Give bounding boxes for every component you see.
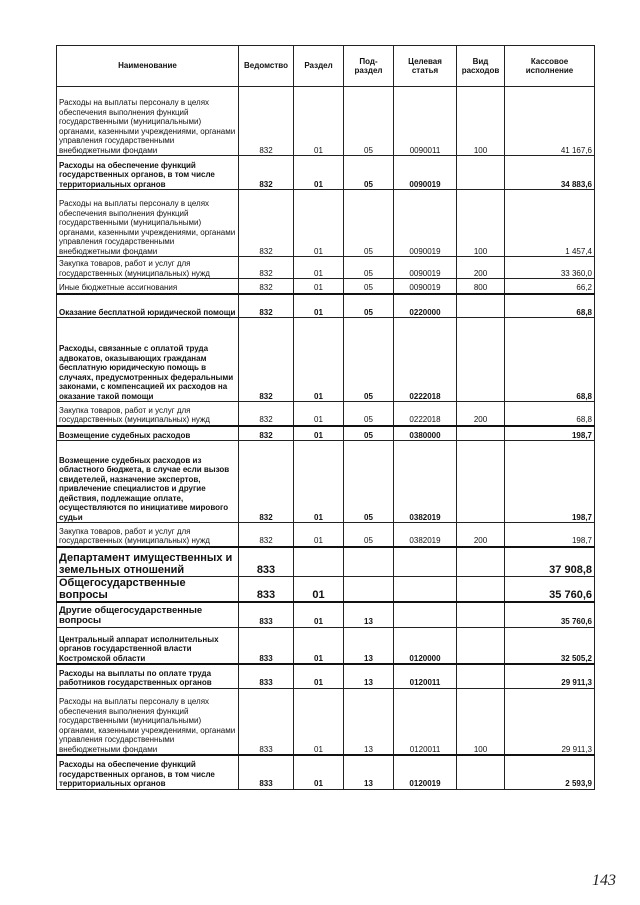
row-vedomstvo: 832 <box>239 441 294 523</box>
row-celevaya: 0220000 <box>394 294 457 318</box>
row-name: Расходы на обеспечение функций государственных органов, в том числе территориальных органов <box>57 156 239 190</box>
row-name: Расходы на выплаты персоналу в целях обеспечения выполнения функций государственными (муниципальными) органами, казенными учреждениями, органами управления государственными внебюджетными фондами <box>57 688 239 755</box>
row-vid <box>457 441 505 523</box>
row-name: Оказание бесплатной юридической помощи <box>57 294 239 318</box>
row-name: Закупка товаров, работ и услуг для государственных (муниципальных) нужд <box>57 402 239 426</box>
row-sum: 198,7 <box>505 523 595 547</box>
row-sum: 1 457,4 <box>505 190 595 257</box>
row-vid: 200 <box>457 402 505 426</box>
row-podrazdel: 13 <box>344 688 394 755</box>
row-celevaya: 0090011 <box>394 87 457 156</box>
row-razdel: 01 <box>294 441 344 523</box>
row-name: Расходы на выплаты по оплате труда работников государственных органов <box>57 664 239 688</box>
row-razdel: 01 <box>294 156 344 190</box>
row-name: Центральный аппарат исполнительных органов государственной власти Костромской области <box>57 627 239 664</box>
row-celevaya: 0120000 <box>394 627 457 664</box>
row-vedomstvo: 832 <box>239 523 294 547</box>
row-celevaya: 0120011 <box>394 664 457 688</box>
row-vedomstvo: 832 <box>239 190 294 257</box>
row-celevaya <box>394 547 457 577</box>
row-name: Иные бюджетные ассигнования <box>57 279 239 294</box>
row-razdel: 01 <box>294 755 344 789</box>
row-razdel: 01 <box>294 279 344 294</box>
row-vid: 200 <box>457 523 505 547</box>
table-row <box>57 318 595 402</box>
row-sum: 35 760,6 <box>505 577 595 603</box>
row-podrazdel: 05 <box>344 190 394 257</box>
row-podrazdel: 05 <box>344 318 394 402</box>
row-vid: 100 <box>457 190 505 257</box>
table-header-row <box>57 46 595 87</box>
row-vedomstvo: 832 <box>239 318 294 402</box>
row-vid: 100 <box>457 688 505 755</box>
row-vedomstvo: 832 <box>239 87 294 156</box>
row-celevaya <box>394 602 457 627</box>
row-podrazdel: 13 <box>344 664 394 688</box>
row-sum: 29 911,3 <box>505 688 595 755</box>
row-celevaya: 0382019 <box>394 523 457 547</box>
row-vid <box>457 294 505 318</box>
row-name: Возмещение судебных расходов из областного бюджета, в случае если вызов свидетелей, назначение экспертов, привлечение специалистов и другие действия, подлежащие оплате, осуществляются по инициативе мирового судьи <box>57 441 239 523</box>
row-sum: 66,2 <box>505 279 595 294</box>
row-name: Департамент имущественных и земельных отношений <box>57 547 239 577</box>
row-vedomstvo: 832 <box>239 257 294 279</box>
table-row <box>57 602 595 627</box>
row-sum: 198,7 <box>505 426 595 441</box>
header-vid: Вид расходов <box>457 46 505 87</box>
row-celevaya: 0090019 <box>394 279 457 294</box>
row-vedomstvo: 833 <box>239 664 294 688</box>
row-razdel: 01 <box>294 627 344 664</box>
row-podrazdel: 05 <box>344 257 394 279</box>
row-celevaya: 0380000 <box>394 426 457 441</box>
table-row <box>57 156 595 190</box>
table-row <box>57 577 595 603</box>
row-podrazdel: 13 <box>344 755 394 789</box>
row-razdel: 01 <box>294 87 344 156</box>
row-razdel: 01 <box>294 257 344 279</box>
row-name: Закупка товаров, работ и услуг для государственных (муниципальных) нужд <box>57 257 239 279</box>
table-row <box>57 190 595 257</box>
row-vid <box>457 627 505 664</box>
row-podrazdel <box>344 577 394 603</box>
row-name: Расходы на обеспечение функций государственных органов, в том числе территориальных органов <box>57 755 239 789</box>
row-vedomstvo: 832 <box>239 156 294 190</box>
row-name: Расходы, связанные с оплатой труда адвокатов, оказывающих гражданам бесплатную юридическую помощь в случаях, предусмотренных федеральными законами, с компенсацией их расходов на оказание такой помощи <box>57 318 239 402</box>
row-razdel: 01 <box>294 664 344 688</box>
row-razdel: 01 <box>294 190 344 257</box>
header-kassovoe: Кассовое исполнение <box>505 46 595 87</box>
table-row <box>57 279 595 294</box>
budget-table <box>56 45 595 790</box>
row-vid <box>457 664 505 688</box>
row-name: Возмещение судебных расходов <box>57 426 239 441</box>
row-vid: 100 <box>457 87 505 156</box>
row-vid <box>457 547 505 577</box>
header-name: Наименование <box>57 46 239 87</box>
row-celevaya: 0090019 <box>394 156 457 190</box>
row-razdel: 01 <box>294 402 344 426</box>
row-sum: 68,8 <box>505 294 595 318</box>
row-sum: 35 760,6 <box>505 602 595 627</box>
row-podrazdel: 05 <box>344 156 394 190</box>
row-celevaya: 0222018 <box>394 402 457 426</box>
row-vedomstvo: 832 <box>239 402 294 426</box>
row-vid <box>457 426 505 441</box>
table-row <box>57 441 595 523</box>
row-vid: 800 <box>457 279 505 294</box>
row-celevaya: 0382019 <box>394 441 457 523</box>
header-razdel: Раздел <box>294 46 344 87</box>
table-row <box>57 257 595 279</box>
row-podrazdel: 05 <box>344 426 394 441</box>
row-podrazdel: 13 <box>344 602 394 627</box>
table-row <box>57 402 595 426</box>
row-sum: 34 883,6 <box>505 156 595 190</box>
row-razdel: 01 <box>294 523 344 547</box>
row-vedomstvo: 833 <box>239 602 294 627</box>
table-row <box>57 688 595 755</box>
header-vedomstvo: Ведомство <box>239 46 294 87</box>
table-row <box>57 664 595 688</box>
row-celevaya: 0090019 <box>394 190 457 257</box>
row-razdel: 01 <box>294 688 344 755</box>
row-razdel: 01 <box>294 426 344 441</box>
row-vid <box>457 755 505 789</box>
row-razdel: 01 <box>294 318 344 402</box>
table-row <box>57 523 595 547</box>
row-celevaya: 0120011 <box>394 688 457 755</box>
row-name: Расходы на выплаты персоналу в целях обеспечения выполнения функций государственными (муниципальными) органами, казенными учреждениями, органами управления государственными внебюджетными фондами <box>57 87 239 156</box>
row-sum: 2 593,9 <box>505 755 595 789</box>
row-sum: 198,7 <box>505 441 595 523</box>
row-vedomstvo: 833 <box>239 627 294 664</box>
row-vedomstvo: 833 <box>239 755 294 789</box>
table-row <box>57 87 595 156</box>
row-sum: 29 911,3 <box>505 664 595 688</box>
row-sum: 37 908,8 <box>505 547 595 577</box>
row-podrazdel: 13 <box>344 627 394 664</box>
table-row <box>57 294 595 318</box>
row-razdel: 01 <box>294 602 344 627</box>
row-podrazdel: 05 <box>344 441 394 523</box>
row-razdel: 01 <box>294 577 344 603</box>
table-row <box>57 755 595 789</box>
row-podrazdel: 05 <box>344 87 394 156</box>
row-celevaya: 0120019 <box>394 755 457 789</box>
row-podrazdel: 05 <box>344 402 394 426</box>
row-podrazdel: 05 <box>344 523 394 547</box>
table-row <box>57 627 595 664</box>
row-podrazdel: 05 <box>344 279 394 294</box>
row-vedomstvo: 832 <box>239 279 294 294</box>
row-sum: 33 360,0 <box>505 257 595 279</box>
row-sum: 68,8 <box>505 318 595 402</box>
row-sum: 41 167,6 <box>505 87 595 156</box>
row-vedomstvo: 833 <box>239 547 294 577</box>
header-celevaya: Целевая статья <box>394 46 457 87</box>
row-vedomstvo: 833 <box>239 688 294 755</box>
row-sum: 68,8 <box>505 402 595 426</box>
row-vid <box>457 602 505 627</box>
table-row <box>57 547 595 577</box>
row-razdel: 01 <box>294 294 344 318</box>
row-podrazdel: 05 <box>344 294 394 318</box>
row-celevaya <box>394 577 457 603</box>
row-razdel <box>294 547 344 577</box>
row-celevaya: 0090019 <box>394 257 457 279</box>
row-vedomstvo: 832 <box>239 294 294 318</box>
row-vid: 200 <box>457 257 505 279</box>
row-podrazdel <box>344 547 394 577</box>
row-vid <box>457 577 505 603</box>
row-name: Другие общегосударственные вопросы <box>57 602 239 627</box>
row-vedomstvo: 833 <box>239 577 294 603</box>
row-name: Расходы на выплаты персоналу в целях обеспечения выполнения функций государственными (муниципальными) органами, казенными учреждениями, органами управления государственными внебюджетными фондами <box>57 190 239 257</box>
header-podrazdel: Под- раздел <box>344 46 394 87</box>
row-celevaya: 0222018 <box>394 318 457 402</box>
row-name: Закупка товаров, работ и услуг для государственных (муниципальных) нужд <box>57 523 239 547</box>
table-row <box>57 426 595 441</box>
row-vid <box>457 318 505 402</box>
page-number: 143 <box>592 872 616 889</box>
row-vedomstvo: 832 <box>239 426 294 441</box>
row-sum: 32 505,2 <box>505 627 595 664</box>
row-name: Общегосударственные вопросы <box>57 577 239 603</box>
row-vid <box>457 156 505 190</box>
